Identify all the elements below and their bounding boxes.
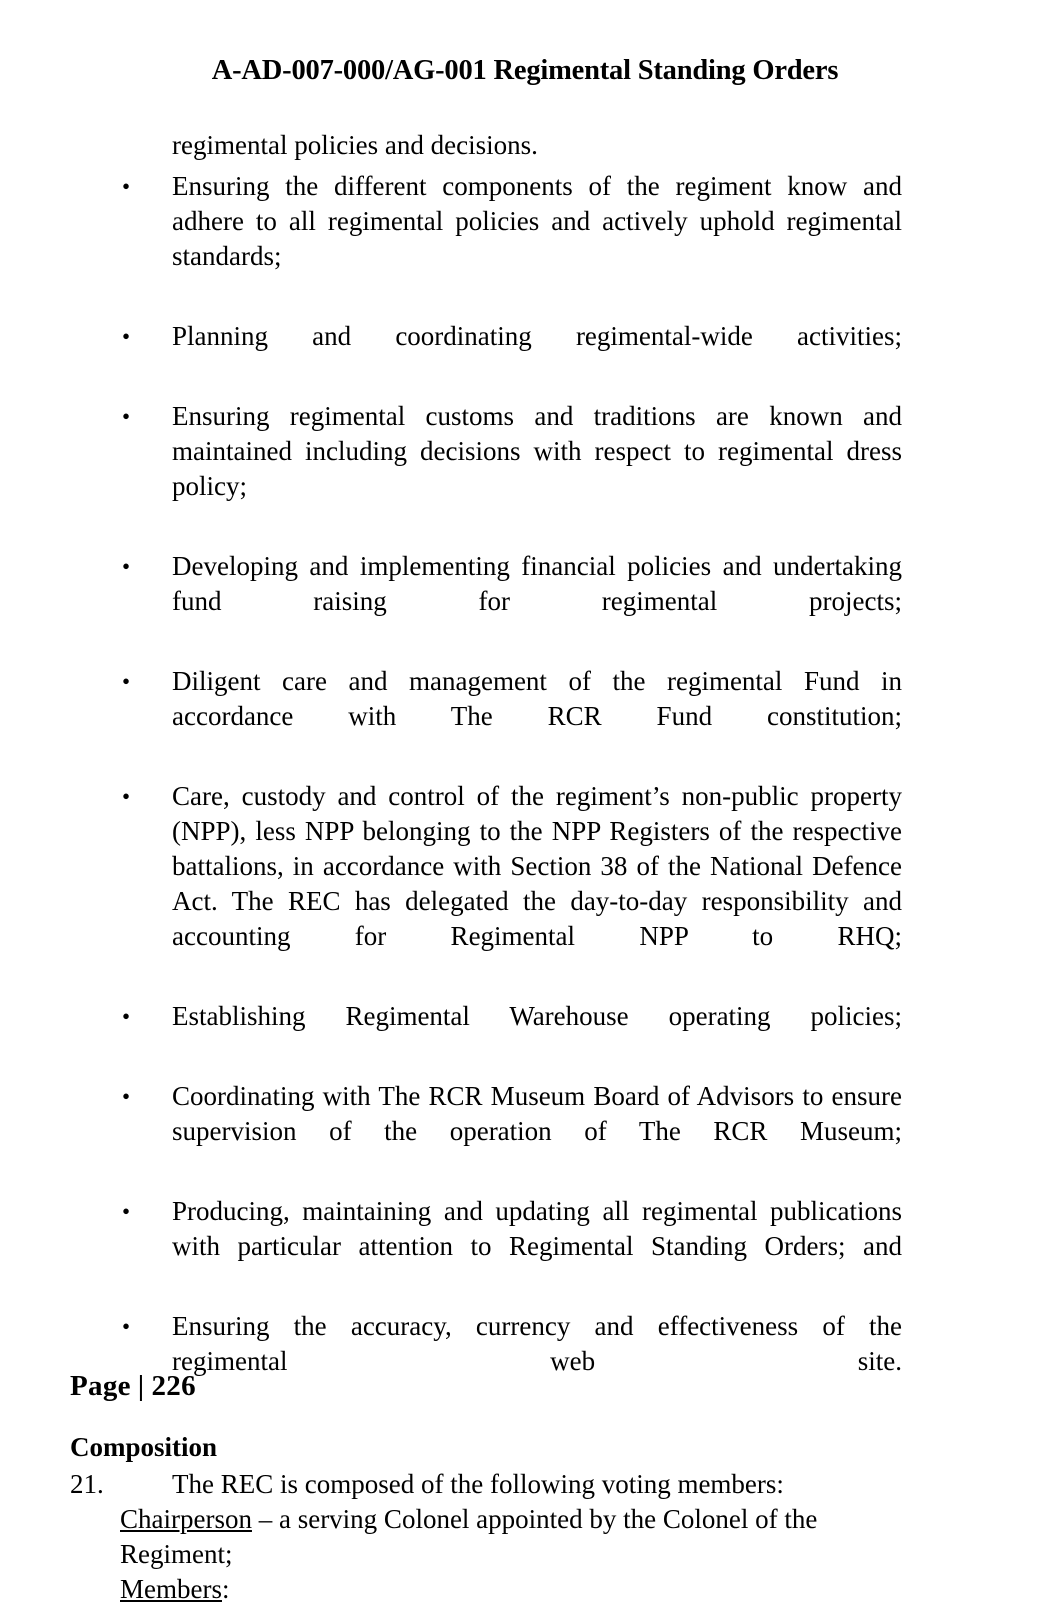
list-item	[70, 319, 902, 389]
page-label: Page	[70, 1370, 131, 1402]
page-number: 226	[151, 1370, 196, 1402]
list-item-text: Producing, maintaining and updating all regimental publications with particular attention to Regimental Standing Orders; and	[172, 1196, 902, 1261]
list-item	[70, 549, 902, 654]
list-item	[70, 399, 902, 539]
bullet-icon: •	[122, 324, 131, 349]
bullet-icon: •	[122, 404, 131, 429]
paragraph-text: The REC is composed of the following voting members:	[172, 1469, 784, 1499]
numbered-paragraph-21	[70, 1467, 902, 1502]
section-heading-composition: Composition	[70, 1432, 218, 1462]
list-item	[70, 1079, 902, 1184]
chairperson-description: – a serving Colonel appointed by the Colonel of the Regiment;	[120, 1504, 818, 1569]
list-item-text: Ensuring the accuracy, currency and effectiveness of the regimental web site.	[172, 1311, 902, 1376]
bullet-icon: •	[122, 669, 131, 694]
running-header: A-AD-007-000/AG-001 Regimental Standing Orders	[211, 55, 839, 86]
list-item-text: Planning and coordinating regimental-wide activities;	[172, 321, 902, 351]
list-item-text: Developing and implementing financial policies and undertaking fund raising for regimental projects;	[172, 551, 902, 616]
footer-separator: |	[137, 1370, 145, 1402]
chairperson-line	[70, 1502, 902, 1572]
members-line	[70, 1572, 902, 1607]
list-item	[70, 664, 902, 769]
members-label: Members	[120, 1574, 222, 1604]
paragraph-number: 21.	[70, 1469, 104, 1499]
list-item-text: Ensuring regimental customs and traditions are known and maintained including decisions with respect to regimental dress policy;	[172, 401, 902, 501]
list-item-text: Care, custody and control of the regiment’s non-public property (NPP), less NPP belonging to the NPP Registers of the respective battalions, in accordance with Section 38 of the National Defence Act. The REC has delegated the day-to-day responsibility and accounting for Regimental NPP to RHQ;	[172, 781, 902, 951]
list-item	[70, 169, 902, 309]
responsibilities-bullet-list	[70, 169, 902, 1414]
list-item-text: Coordinating with The RCR Museum Board of Advisors to ensure supervision of the operation of The RCR Museum;	[172, 1081, 902, 1146]
list-item-text: Ensuring the different components of the regiment know and adhere to all regimental policies and actively uphold regimental standards;	[172, 171, 902, 271]
bullet-icon: •	[122, 1314, 131, 1339]
bullet-icon: •	[122, 1199, 131, 1224]
list-item-text: Establishing Regimental Warehouse operating policies;	[172, 1001, 902, 1031]
bullet-icon: •	[122, 1004, 131, 1029]
bullet-icon: •	[122, 1084, 131, 1109]
page-footer	[70, 1370, 196, 1403]
list-item-text: Diligent care and management of the regimental Fund in accordance with The RCR Fund constitution;	[172, 666, 902, 731]
list-item	[70, 1194, 902, 1299]
members-colon: :	[221, 1574, 230, 1604]
chairperson-label: Chairperson	[120, 1504, 252, 1534]
continuation-paragraph: regimental policies and decisions.	[172, 130, 538, 160]
bullet-icon: •	[122, 784, 131, 809]
list-item	[70, 779, 902, 989]
list-item	[70, 999, 902, 1069]
bullet-icon: •	[122, 174, 131, 199]
bullet-icon: •	[122, 554, 131, 579]
